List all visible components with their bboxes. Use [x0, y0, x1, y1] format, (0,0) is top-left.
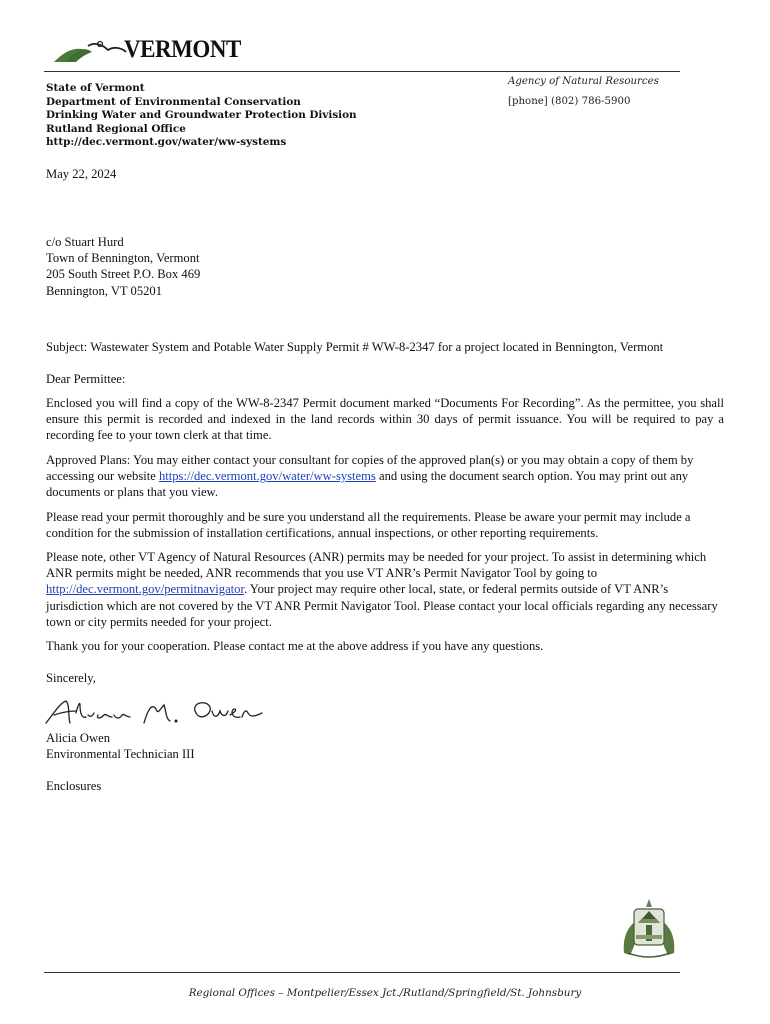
- signer-block: [46, 730, 195, 762]
- p4-text: Please note, other VT Agency of Natural Resources (ANR) permits may be needed for your project. To assist in determining which ANR permits might be needed, ANR recommends that you use VT ANR’s Permit Navigator Tool by going to: [46, 550, 707, 581]
- phone-number: [phone] (802) 786-5900: [508, 96, 631, 107]
- signer-title: Environmental Technician III: [46, 747, 195, 762]
- agency-name: Agency of Natural Resources: [508, 76, 659, 87]
- signature: [40, 695, 270, 729]
- ww-systems-link[interactable]: https://dec.vermont.gov/water/ww-systems: [158, 469, 376, 484]
- org-line: Department of Environmental Conservation: [46, 95, 301, 108]
- paragraph-anr-permits: [46, 549, 724, 630]
- agency-block: [508, 72, 659, 112]
- footer-divider: [44, 972, 680, 973]
- org-line: State of Vermont: [46, 82, 145, 94]
- recipient-address: [46, 234, 200, 299]
- mountain-logo-icon: [52, 38, 132, 68]
- recipient-line: 205 South Street P.O. Box 469: [46, 267, 201, 282]
- org-line: Rutland Regional Office: [46, 122, 186, 135]
- p2-text-end: and using the document search option. You may print out any documents or plans that you view.: [46, 469, 689, 500]
- greeting: Dear Permittee:: [46, 372, 126, 386]
- p2-text: Approved Plans: You may either contact your consultant for copies of the approved plan(s) or you may obtain a copy of them by accessing our website: [46, 453, 694, 484]
- vermont-seal-icon: [616, 895, 682, 961]
- recipient-line: Bennington, VT 05201: [46, 283, 163, 298]
- letter-date: May 22, 2024: [46, 167, 117, 181]
- permit-navigator-link[interactable]: http://dec.vermont.gov/permitnavigator: [46, 582, 244, 597]
- paragraph-requirements: Please read your permit thoroughly and be sure you understand all the requirements. Please be aware your permit may include a condition for the submission of installation certifications, annual inspections, or other reporting requirements.: [46, 510, 691, 541]
- enclosures-label: Enclosures: [46, 779, 102, 793]
- closing: Sincerely,: [46, 671, 96, 685]
- subject-line: Subject: Wastewater System and Potable Water Supply Permit # WW-8-2347 for a project located in Bennington, Vermont: [46, 340, 664, 354]
- state-seal: [616, 895, 682, 961]
- recipient-line: c/o Stuart Hurd: [46, 235, 124, 249]
- paragraph-approved-plans: [46, 452, 724, 501]
- logo-wordmark: VERMONT: [124, 36, 241, 63]
- paragraph-enclosed: Enclosed you will find a copy of the WW-8-2347 Permit document marked “Documents For Recording”. As the permittee, you shall ensure this permit is recorded and indexed in the land records within 30 days of permit issuance. You will be required to pay a recording fee to your town clerk at that time.: [46, 396, 724, 443]
- p4-text-end: . Your project may require other local, state, or federal permits outside of VT ANR’s jurisdiction which are not covered by the VT ANR Permit Navigator Tool. Please contact your local officials regarding any necessary town or city permits needed for your project.: [46, 582, 718, 629]
- vermont-logo: [52, 34, 241, 70]
- paragraph-thanks: Thank you for your cooperation. Please contact me at the above address if you have any questions.: [46, 639, 544, 653]
- org-line: Drinking Water and Groundwater Protection Division: [46, 109, 357, 121]
- signer-name: Alicia Owen: [46, 731, 110, 745]
- org-url: http://dec.vermont.gov/water/ww-systems: [46, 136, 287, 148]
- recipient-line: Town of Bennington, Vermont: [46, 251, 200, 266]
- office-block: [46, 82, 357, 150]
- regional-offices-footer: Regional Offices – Montpelier/Essex Jct./Rutland/Springfield/St. Johnsbury: [188, 987, 582, 999]
- signature-image: [40, 695, 270, 729]
